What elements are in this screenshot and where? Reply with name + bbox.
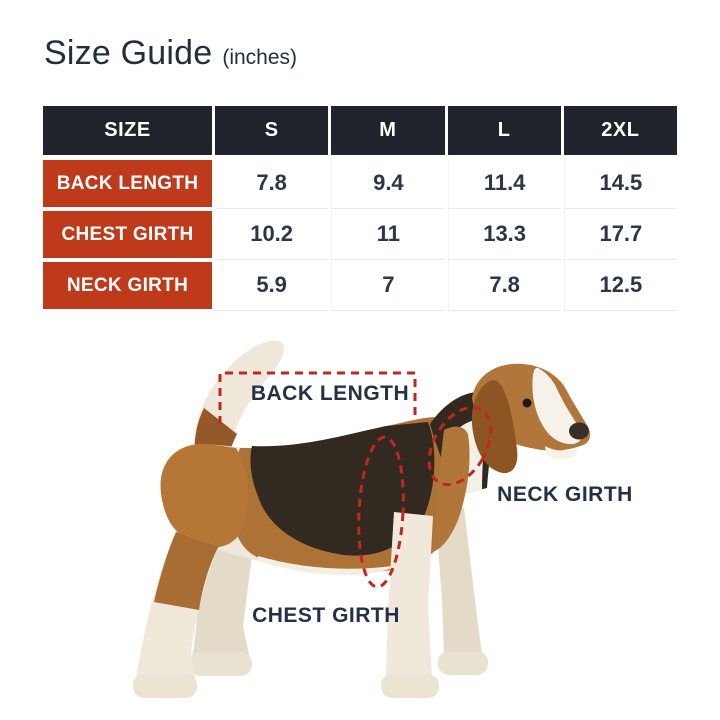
cell-neck-girth-2xl: 12.5 xyxy=(564,260,677,311)
chest-girth-label: CHEST GIRTH xyxy=(252,604,400,627)
cell-chest-girth-m: 11 xyxy=(331,209,444,260)
header-cell-size: SIZE xyxy=(43,106,212,155)
header-cell-2xl: 2XL xyxy=(564,106,677,155)
cell-back-length-l: 11.4 xyxy=(448,158,561,209)
cell-neck-girth-m: 7 xyxy=(331,260,444,311)
cell-chest-girth-2xl: 17.7 xyxy=(564,209,677,260)
dog-rear-foot-far xyxy=(190,652,252,676)
row-label-neck-girth: NECK GIRTH xyxy=(43,260,212,311)
dog-nose xyxy=(569,423,589,440)
dog-rear-foot-near xyxy=(133,674,197,698)
cell-back-length-2xl: 14.5 xyxy=(564,158,677,209)
dog-front-leg-near xyxy=(386,512,433,676)
header-cell-s: S xyxy=(215,106,328,155)
cell-neck-girth-l: 7.8 xyxy=(448,260,561,311)
cell-chest-girth-s: 10.2 xyxy=(215,209,328,260)
dog-front-foot-far xyxy=(438,651,488,675)
row-label-back-length: BACK LENGTH xyxy=(43,158,212,209)
title-text: Size Guide xyxy=(44,34,213,72)
neck-girth-label: NECK GIRTH xyxy=(497,483,633,506)
row-label-chest-girth: CHEST GIRTH xyxy=(43,209,212,260)
cell-chest-girth-l: 13.3 xyxy=(448,209,561,260)
dog-front-foot-near xyxy=(381,674,439,698)
title-unit-label: (inches) xyxy=(222,46,298,69)
dog-rump xyxy=(161,444,249,548)
header-cell-m: M xyxy=(331,106,444,155)
cell-neck-girth-s: 5.9 xyxy=(215,260,328,311)
back-length-label: BACK LENGTH xyxy=(250,382,410,405)
dog-eye xyxy=(523,399,532,408)
cell-back-length-s: 7.8 xyxy=(215,158,328,209)
cell-back-length-m: 9.4 xyxy=(331,158,444,209)
header-cell-l: L xyxy=(448,106,561,155)
